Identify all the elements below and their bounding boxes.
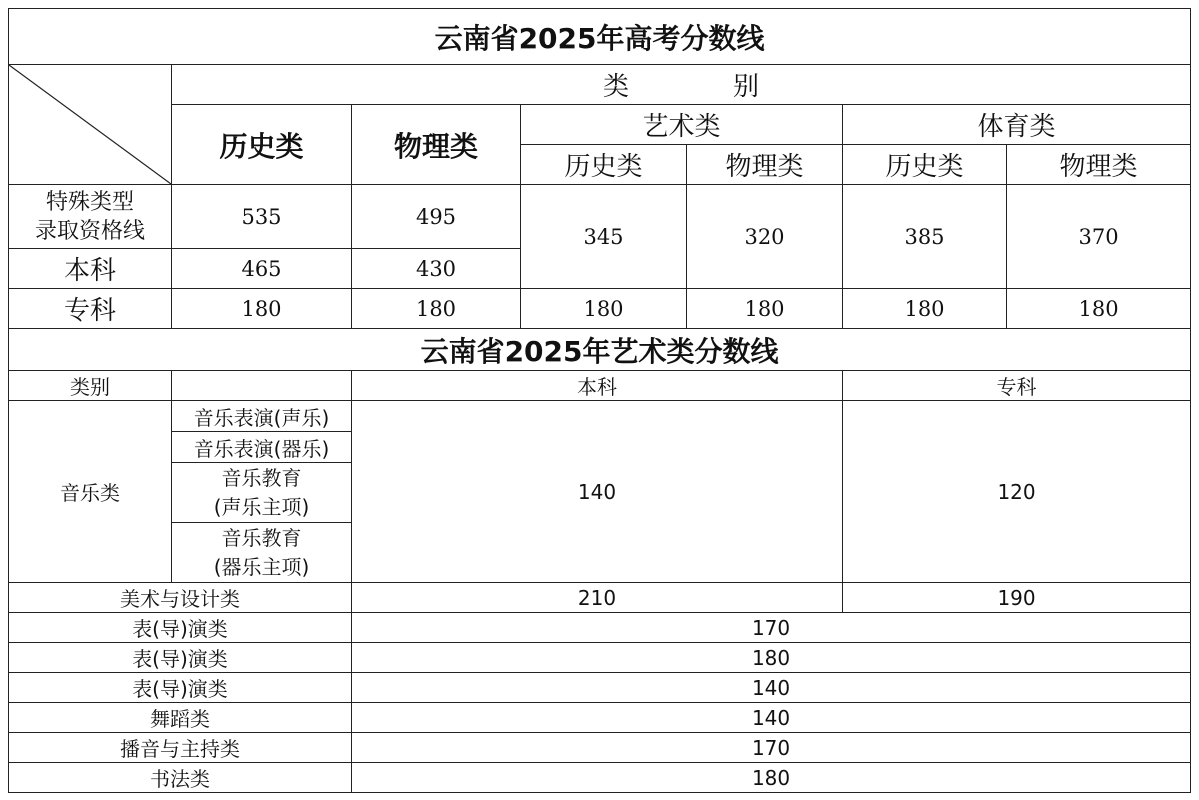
special-type-label-line2: 录取资格线: [34, 218, 145, 244]
art-category-label: 表(导)演类: [9, 613, 352, 643]
score-table: [8, 8, 1191, 793]
art-category-label: 表(导)演类: [9, 643, 352, 673]
pe-physics-value: 370: [1007, 185, 1191, 289]
music-item-line2: (声乐主项): [213, 494, 310, 519]
pe-history-value: 385: [843, 185, 1007, 289]
col-pe-header: 体育类: [843, 105, 1191, 145]
benke-history-value: 465: [172, 249, 352, 289]
art-history-value: 345: [521, 185, 687, 289]
zhuanke-pe-physics-value: 180: [1007, 289, 1191, 329]
fine-art-label: 美术与设计类: [9, 583, 352, 613]
special-physics-value: 495: [352, 185, 521, 249]
music-item: 音乐表演(器乐): [172, 432, 352, 463]
music-item: [172, 463, 352, 523]
category-header: 类 别: [172, 65, 1191, 105]
art-header-category: 类别: [9, 371, 172, 401]
diagonal-corner-cell: [9, 65, 172, 185]
special-type-label: [9, 185, 172, 249]
music-item-line2: (器乐主项): [213, 554, 310, 579]
diagonal-line: [9, 65, 171, 184]
music-item-line1: 音乐教育: [221, 465, 302, 490]
music-zhuanke-value: 120: [843, 401, 1191, 583]
zhuanke-history-value: 180: [172, 289, 352, 329]
music-benke-value: 140: [352, 401, 843, 583]
fine-art-benke-value: 210: [352, 583, 843, 613]
pe-physics-subheader: 物理类: [1007, 145, 1191, 185]
art-category-label: 表(导)演类: [9, 673, 352, 703]
art-category-value: 140: [352, 673, 1191, 703]
art-category-label: 播音与主持类: [9, 733, 352, 763]
music-label: 音乐类: [9, 401, 172, 583]
art-title: 云南省2025年艺术类分数线: [9, 329, 1191, 371]
music-item-line1: 音乐教育: [221, 525, 302, 550]
art-category-value: 140: [352, 703, 1191, 733]
col-history-header: 历史类: [172, 105, 352, 185]
benke-label: 本科: [9, 249, 172, 289]
zhuanke-pe-history-value: 180: [843, 289, 1007, 329]
special-type-label-line1: 特殊类型: [45, 189, 134, 215]
col-art-header: 艺术类: [521, 105, 843, 145]
benke-physics-value: 430: [352, 249, 521, 289]
art-physics-subheader: 物理类: [687, 145, 843, 185]
art-category-value: 180: [352, 643, 1191, 673]
art-category-label: 书法类: [9, 763, 352, 793]
music-item: [172, 523, 352, 583]
main-title: 云南省2025年高考分数线: [9, 9, 1191, 65]
col-physics-header: 物理类: [352, 105, 521, 185]
special-history-value: 535: [172, 185, 352, 249]
art-category-label: 舞蹈类: [9, 703, 352, 733]
art-header-benke: 本科: [352, 371, 843, 401]
art-category-value: 170: [352, 733, 1191, 763]
art-header-blank: [172, 371, 352, 401]
fine-art-zhuanke-value: 190: [843, 583, 1191, 613]
art-category-value: 180: [352, 763, 1191, 793]
zhuanke-art-history-value: 180: [521, 289, 687, 329]
zhuanke-physics-value: 180: [352, 289, 521, 329]
art-physics-value: 320: [687, 185, 843, 289]
zhuanke-art-physics-value: 180: [687, 289, 843, 329]
pe-history-subheader: 历史类: [843, 145, 1007, 185]
art-header-zhuanke: 专科: [843, 371, 1191, 401]
zhuanke-label: 专科: [9, 289, 172, 329]
art-history-subheader: 历史类: [521, 145, 687, 185]
music-item: 音乐表演(声乐): [172, 401, 352, 432]
art-category-value: 170: [352, 613, 1191, 643]
